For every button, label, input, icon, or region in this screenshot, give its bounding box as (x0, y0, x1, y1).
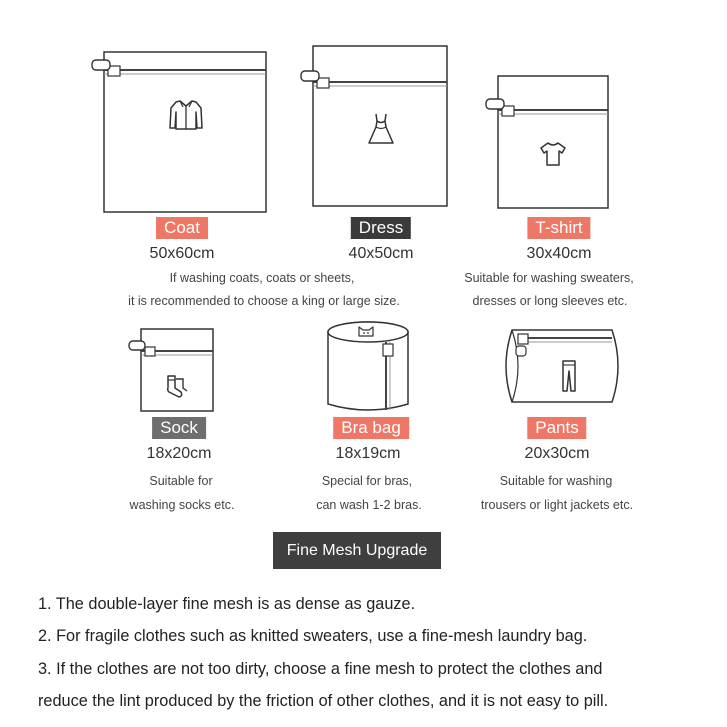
bag-description-line: Suitable for washing sweaters, (464, 271, 634, 285)
bag-description-line: Special for bras, (321, 474, 413, 488)
bag-description-line: trousers or light jackets etc. (480, 498, 634, 512)
bag-size: 20x30cm (524, 445, 590, 462)
bag-name-tag: Coat (156, 217, 208, 239)
sock-bag-illustration (127, 327, 217, 413)
note-line: 2. For fragile clothes such as knitted sweaters, use a fine-mesh laundry bag. (38, 627, 588, 645)
bag-name-tag: Sock (152, 417, 206, 439)
bag-name-tag: Dress (351, 217, 411, 239)
bag-name-tag: T-shirt (527, 217, 590, 239)
fine-mesh-upgrade-banner: Fine Mesh Upgrade (273, 532, 441, 569)
bag-size: 30x40cm (526, 245, 592, 262)
dress-icon (367, 112, 395, 146)
bag-description-line: washing socks etc. (129, 498, 235, 512)
bag-size: 50x60cm (149, 245, 215, 262)
bag-size: 18x20cm (146, 445, 212, 462)
bag-size: 40x50cm (348, 245, 414, 262)
pants-icon (561, 359, 577, 393)
note-line: 3. If the clothes are not too dirty, choose a fine mesh to protect the clothes and (38, 660, 603, 678)
note-line: reduce the lint produced by the friction of other clothes, and it is not easy to pill. (38, 692, 609, 710)
bag-name-tag: Bra bag (333, 417, 409, 439)
bag-description-line: Suitable for washing (499, 474, 613, 488)
bag-description-line: dresses or long sleeves etc. (472, 294, 628, 308)
jacket-icon (168, 98, 204, 132)
bag-description-line: it is recommended to choose a king or large size. (128, 294, 400, 308)
bag-name-tag: Pants (527, 417, 586, 439)
bag-description-line: Suitable for (149, 474, 213, 488)
sock-icon (163, 374, 189, 400)
bag-size: 18x19cm (335, 445, 401, 462)
tshirt-icon (539, 141, 567, 167)
bag-description-line: If washing coats, coats or sheets, (169, 271, 355, 285)
cat-face-icon (356, 324, 376, 338)
bag-description-line: can wash 1-2 bras. (316, 498, 422, 512)
note-line: 1. The double-layer fine mesh is as dense as gauze. (38, 595, 416, 613)
